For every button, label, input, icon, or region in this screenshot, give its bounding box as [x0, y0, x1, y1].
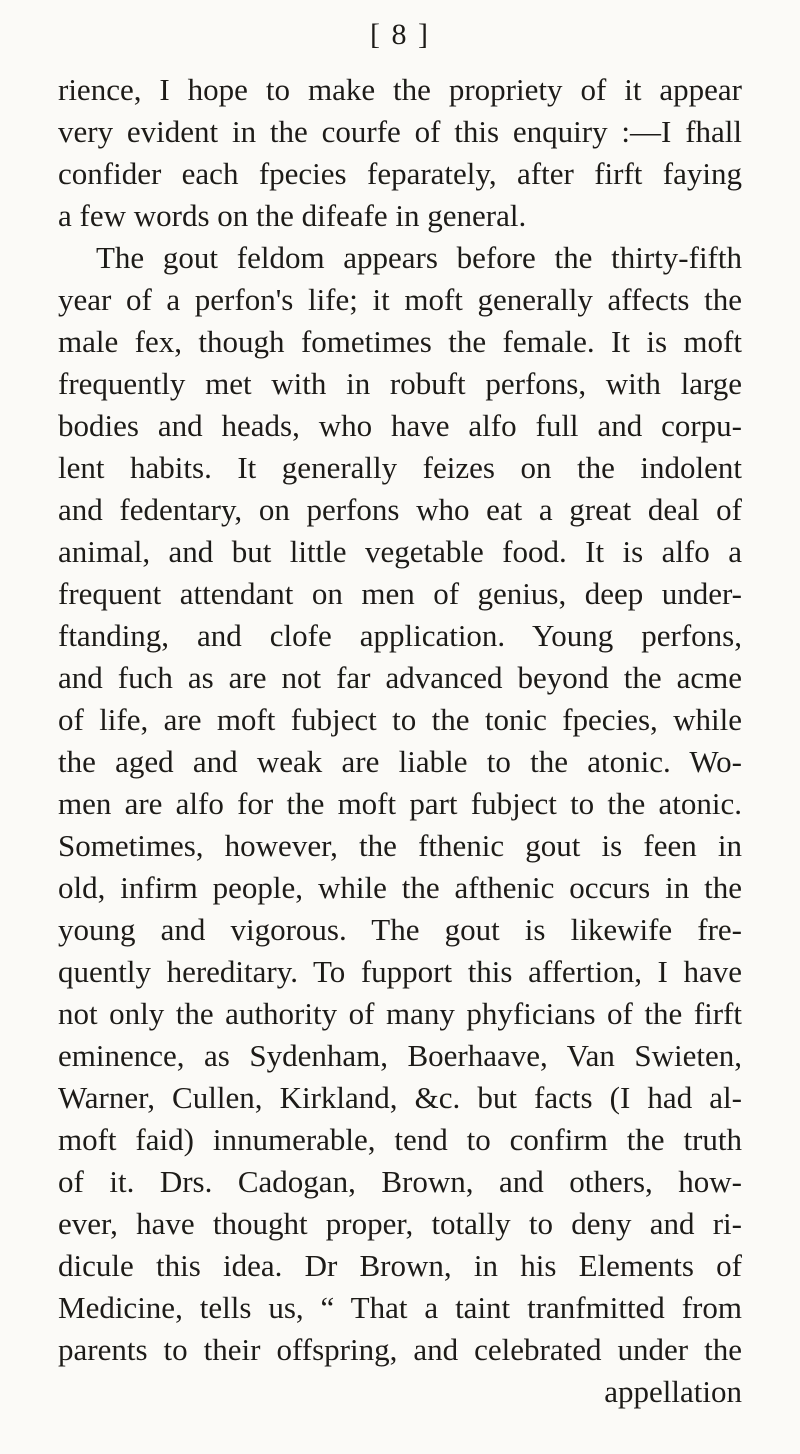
- text-line: a few words on the difeafe in general.: [58, 198, 527, 233]
- text-line: bodies and heads, who have alfo full and corpu-: [58, 408, 742, 443]
- text-line: of it. Drs. Cadogan, Brown, and others, how-: [58, 1164, 742, 1199]
- text-line: lent habits. It generally feizes on the indolent: [58, 450, 742, 485]
- text-line: frequently met with in robuft perfons, with large: [58, 366, 742, 401]
- text-line: ever, have thought proper, totally to deny and ri-: [58, 1206, 742, 1241]
- text-line: old, infirm people, while the afthenic occurs in the: [58, 870, 742, 905]
- text-line: of life, are moft fubject to the tonic fpecies, while: [58, 702, 742, 737]
- text-line: frequent attendant on men of genius, deep under-: [58, 576, 742, 611]
- text-line: eminence, as Sydenham, Boerhaave, Van Swieten,: [58, 1038, 742, 1073]
- text-line: and fedentary, on perfons who eat a great deal of: [58, 492, 742, 527]
- text-line: very evident in the courfe of this enquiry :—I fhall: [58, 114, 742, 149]
- text-line: quently hereditary. To fupport this affertion, I have: [58, 954, 742, 989]
- text-line: Sometimes, however, the fthenic gout is feen in: [58, 828, 742, 863]
- text-line: parents to their offspring, and celebrated under the: [58, 1332, 742, 1367]
- text-line: Medicine, tells us, “ That a taint tranfmitted from: [58, 1290, 742, 1325]
- text-line: male fex, though fometimes the female. It is moft: [58, 324, 742, 359]
- text-line: and fuch as are not far advanced beyond the acme: [58, 660, 742, 695]
- text-line: moft faid) innumerable, tend to confirm the truth: [58, 1122, 742, 1157]
- page-number-header: [ 8 ]: [370, 18, 430, 51]
- text-line: confider each fpecies feparately, after firft faying: [58, 156, 742, 191]
- text-line: the aged and weak are liable to the atonic. Wo-: [58, 744, 742, 779]
- text-line: young and vigorous. The gout is likewife fre-: [58, 912, 742, 947]
- text-line: year of a perfon's life; it moft generally affects the: [58, 282, 742, 317]
- text-line: rience, I hope to make the propriety of it appear: [58, 72, 742, 107]
- text-line: dicule this idea. Dr Brown, in his Elements of: [58, 1248, 742, 1283]
- text-line: The gout feldom appears before the thirty-fifth: [96, 240, 742, 275]
- text-line: not only the authority of many phyficians of the firft: [58, 996, 742, 1031]
- text-line: men are alfo for the moft part fubject to the atonic.: [58, 786, 742, 821]
- catchword: appellation: [604, 1374, 742, 1409]
- text-line: Warner, Cullen, Kirkland, &c. but facts (I had al-: [58, 1080, 742, 1115]
- text-line: animal, and but little vegetable food. It is alfo a: [58, 534, 742, 569]
- text-line: ftanding, and clofe application. Young perfons,: [58, 618, 742, 653]
